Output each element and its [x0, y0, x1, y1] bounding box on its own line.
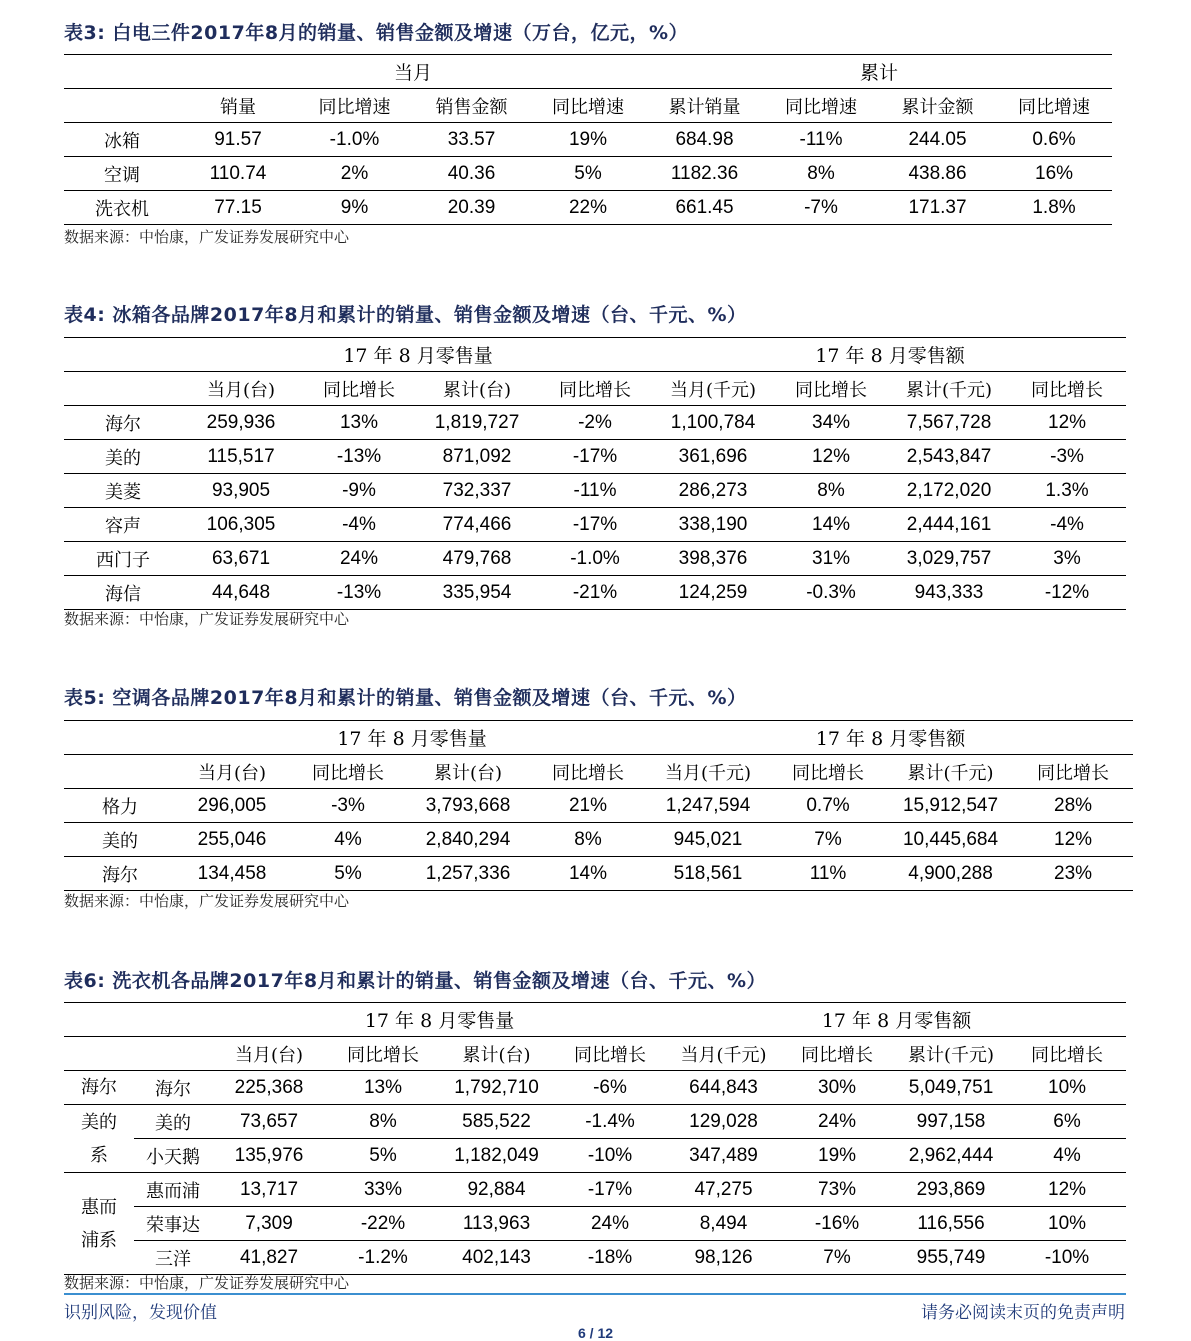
table6-corner-a	[64, 1003, 134, 1037]
table6-group-label-line: 美的	[81, 1111, 117, 1133]
table4-corner	[64, 338, 182, 372]
table5-cell: 8%	[528, 823, 648, 857]
table4-cell: 259,936	[182, 406, 300, 440]
table6-cell: -16%	[780, 1207, 894, 1241]
table6-header: 同比增长	[553, 1037, 667, 1071]
table6-cell: -22%	[326, 1207, 440, 1241]
table4-cell: 7,567,728	[890, 406, 1008, 440]
table4-header: 累计(千元)	[890, 372, 1008, 406]
table5-cell: 2,840,294	[408, 823, 528, 857]
table4-cell: 2,172,020	[890, 474, 1008, 508]
table3-cell: 33.57	[413, 123, 530, 157]
table3-header: 累计销量	[646, 89, 763, 123]
table3-cell: 0.6%	[996, 123, 1112, 157]
table3-row	[64, 157, 1112, 191]
table6-cell: 129,028	[667, 1105, 780, 1139]
table6-cell: 5,049,751	[894, 1071, 1008, 1105]
table3-cell: 1.8%	[996, 191, 1112, 225]
table5-source: 数据来源：中怡康，广发证券发展研究中心	[64, 892, 350, 910]
table5-cell: 4,900,288	[888, 857, 1013, 891]
table6-cell: 10%	[1008, 1207, 1126, 1241]
table6-source: 数据来源：中怡康，广发证券发展研究中心	[64, 1274, 350, 1292]
table6-cell: 113,963	[440, 1207, 553, 1241]
table6-row	[64, 1105, 1126, 1139]
table4-row	[64, 406, 1126, 440]
table6-cell: 225,368	[212, 1071, 326, 1105]
table3-header: 同比增速	[996, 89, 1112, 123]
table4-header: 同比增长	[1008, 372, 1126, 406]
table4-row-label: 海信	[64, 576, 182, 610]
table6-cell: 6%	[1008, 1105, 1126, 1139]
table6-cell: 955,749	[894, 1241, 1008, 1275]
table4-cell: -17%	[536, 440, 654, 474]
table3-corner	[64, 55, 180, 89]
table5-header: 同比增长	[1013, 755, 1133, 789]
page-number: 6 / 12	[577, 1325, 614, 1341]
table4	[64, 337, 1126, 610]
table6-cell: 4%	[1008, 1139, 1126, 1173]
table4-cell: 1,819,727	[418, 406, 536, 440]
table3	[64, 54, 1112, 225]
table6-cell: 997,158	[894, 1105, 1008, 1139]
table5-caption: 表5: 空调各品牌2017年8月和累计的销量、销售金额及增速（台、千元、%）	[64, 687, 747, 709]
table4-cell: 2,444,161	[890, 508, 1008, 542]
table4-header: 同比增长	[772, 372, 890, 406]
table6-cell: 30%	[780, 1071, 894, 1105]
table4-header: 同比增长	[300, 372, 418, 406]
table3-cell: 661.45	[646, 191, 763, 225]
table3-row	[64, 123, 1112, 157]
table3-row	[64, 191, 1112, 225]
table5-row-label: 格力	[64, 789, 176, 823]
table5-cell: 28%	[1013, 789, 1133, 823]
table5-cell: 23%	[1013, 857, 1133, 891]
table4-row-label: 容声	[64, 508, 182, 542]
table3-cell: 40.36	[413, 157, 530, 191]
table5-cell: 21%	[528, 789, 648, 823]
table4-cell: 44,648	[182, 576, 300, 610]
table3-group-monthly: 当月	[180, 55, 646, 89]
table4-cell: -4%	[1008, 508, 1126, 542]
table3-cell: 8%	[763, 157, 879, 191]
table6-cell: 73,657	[212, 1105, 326, 1139]
table5	[64, 720, 1133, 891]
table3-header: 销售金额	[413, 89, 530, 123]
table3-cell: 2%	[296, 157, 413, 191]
table6-group-volume: 17 年 8 月零售量	[212, 1003, 667, 1037]
table6-corner-b	[134, 1003, 212, 1037]
table4-cell: 732,337	[418, 474, 536, 508]
table3-cell: 5%	[530, 157, 646, 191]
table4-row	[64, 576, 1126, 610]
table6-row-label: 小天鹅	[134, 1139, 212, 1173]
table5-cell: 4%	[288, 823, 408, 857]
table4-cell: 479,768	[418, 542, 536, 576]
table3-caption: 表3: 白电三件2017年8月的销量、销售金额及增速（万台，亿元，%）	[64, 22, 689, 44]
table6-row-label: 三洋	[134, 1241, 212, 1275]
table4-cell: 34%	[772, 406, 890, 440]
table4-cell: 338,190	[654, 508, 772, 542]
table3-group-cumulative: 累计	[646, 55, 1112, 89]
table5-row	[64, 823, 1133, 857]
table5-cell: 1,247,594	[648, 789, 768, 823]
table4-cell: 124,259	[654, 576, 772, 610]
table6-group-label	[64, 1105, 134, 1173]
footer-slogan: 识别风险，发现价值	[64, 1303, 217, 1323]
table3-header-corner	[64, 89, 180, 123]
table6-cell: 19%	[780, 1139, 894, 1173]
table5-cell: 14%	[528, 857, 648, 891]
table4-header-corner	[64, 372, 182, 406]
table5-cell: 1,257,336	[408, 857, 528, 891]
table6	[64, 1002, 1126, 1275]
table6-caption: 表6: 洗衣机各品牌2017年8月和累计的销量、销售金额及增速（台、千元、%）	[64, 970, 767, 992]
table4-group-sales: 17 年 8 月零售额	[654, 338, 1126, 372]
table3-cell: 19%	[530, 123, 646, 157]
table4-cell: 14%	[772, 508, 890, 542]
table4-row-label: 美菱	[64, 474, 182, 508]
table4-cell: -1.0%	[536, 542, 654, 576]
table3-cell: 171.37	[879, 191, 996, 225]
table4-cell: 93,905	[182, 474, 300, 508]
table6-cell: 7%	[780, 1241, 894, 1275]
table3-cell: 110.74	[180, 157, 296, 191]
table4-row	[64, 440, 1126, 474]
table6-cell: 402,143	[440, 1241, 553, 1275]
table5-header: 同比增长	[528, 755, 648, 789]
table3-cell: 20.39	[413, 191, 530, 225]
table4-cell: -12%	[1008, 576, 1126, 610]
table6-group-label	[64, 1173, 134, 1275]
table6-cell: 73%	[780, 1173, 894, 1207]
table5-header: 当月(千元)	[648, 755, 768, 789]
table3-cell: 91.57	[180, 123, 296, 157]
table3-cell: 1182.36	[646, 157, 763, 191]
table4-cell: -13%	[300, 440, 418, 474]
table6-cell: 41,827	[212, 1241, 326, 1275]
table6-group-label-line: 海尔	[81, 1077, 117, 1098]
table6-cell: -17%	[553, 1173, 667, 1207]
table5-header: 当月(台)	[176, 755, 288, 789]
table6-row-label: 荣事达	[134, 1207, 212, 1241]
table4-cell: 12%	[1008, 406, 1126, 440]
table4-cell: 335,954	[418, 576, 536, 610]
table6-cell: -1.2%	[326, 1241, 440, 1275]
table4-group-volume: 17 年 8 月零售量	[182, 338, 654, 372]
table3-cell: 16%	[996, 157, 1112, 191]
table3-header: 同比增速	[296, 89, 413, 123]
table6-group-label	[64, 1071, 134, 1105]
table6-group-label-line: 浦系	[81, 1229, 117, 1251]
table6-cell: -10%	[1008, 1241, 1126, 1275]
table6-row-label: 美的	[134, 1105, 212, 1139]
table6-cell: 98,126	[667, 1241, 780, 1275]
table5-cell: -3%	[288, 789, 408, 823]
table4-row	[64, 542, 1126, 576]
table6-row	[64, 1173, 1126, 1207]
table6-cell: 33%	[326, 1173, 440, 1207]
table6-group-label-line: 系	[90, 1144, 108, 1166]
table6-header: 当月(台)	[212, 1037, 326, 1071]
table4-header: 当月(台)	[182, 372, 300, 406]
table6-row	[64, 1241, 1126, 1275]
table4-cell: 31%	[772, 542, 890, 576]
table4-cell: 2,543,847	[890, 440, 1008, 474]
table5-header: 同比增长	[768, 755, 888, 789]
footer-divider	[64, 1293, 1126, 1295]
footer-disclaimer-link[interactable]: 请务必阅读末页的免责声明	[921, 1303, 1125, 1323]
table4-cell: 3%	[1008, 542, 1126, 576]
table6-cell: 10%	[1008, 1071, 1126, 1105]
table5-row-label: 美的	[64, 823, 176, 857]
table6-header: 同比增长	[1008, 1037, 1126, 1071]
table6-group-label-line: 惠而	[81, 1196, 117, 1218]
table4-header: 同比增长	[536, 372, 654, 406]
table5-row	[64, 857, 1133, 891]
table4-cell: 361,696	[654, 440, 772, 474]
table4-cell: -9%	[300, 474, 418, 508]
table6-cell: 135,976	[212, 1139, 326, 1173]
table5-cell: 12%	[1013, 823, 1133, 857]
table6-row	[64, 1207, 1126, 1241]
table6-cell: 8,494	[667, 1207, 780, 1241]
table3-row-label: 冰箱	[64, 123, 180, 157]
table4-cell: 3,029,757	[890, 542, 1008, 576]
table6-cell: 1,182,049	[440, 1139, 553, 1173]
table5-cell: 7%	[768, 823, 888, 857]
table6-cell: 13,717	[212, 1173, 326, 1207]
table6-cell: -10%	[553, 1139, 667, 1173]
table4-row-label: 西门子	[64, 542, 182, 576]
table6-row	[64, 1071, 1126, 1105]
table6-cell: 47,275	[667, 1173, 780, 1207]
table6-cell: 24%	[553, 1207, 667, 1241]
table4-cell: -21%	[536, 576, 654, 610]
table4-cell: 1.3%	[1008, 474, 1126, 508]
table4-cell: -4%	[300, 508, 418, 542]
table4-row	[64, 474, 1126, 508]
table3-cell: 77.15	[180, 191, 296, 225]
table6-cell: -1.4%	[553, 1105, 667, 1139]
table4-cell: 63,671	[182, 542, 300, 576]
table4-cell: 286,273	[654, 474, 772, 508]
table4-cell: -13%	[300, 576, 418, 610]
table6-cell: 7,309	[212, 1207, 326, 1241]
table5-cell: 255,046	[176, 823, 288, 857]
table4-row	[64, 508, 1126, 542]
table6-cell: -6%	[553, 1071, 667, 1105]
table3-row-label: 空调	[64, 157, 180, 191]
table4-cell: 8%	[772, 474, 890, 508]
table5-cell: 10,445,684	[888, 823, 1013, 857]
table4-cell: 115,517	[182, 440, 300, 474]
table3-header: 同比增速	[763, 89, 879, 123]
table5-group-volume: 17 年 8 月零售量	[176, 721, 648, 755]
table4-cell: -11%	[536, 474, 654, 508]
table4-cell: 943,333	[890, 576, 1008, 610]
table4-row-label: 海尔	[64, 406, 182, 440]
table6-cell: 92,884	[440, 1173, 553, 1207]
table5-cell: 0.7%	[768, 789, 888, 823]
table5-corner	[64, 721, 176, 755]
table4-source: 数据来源：中怡康，广发证券发展研究中心	[64, 610, 350, 628]
table4-cell: 12%	[772, 440, 890, 474]
table6-cell: 5%	[326, 1139, 440, 1173]
table4-header: 累计(台)	[418, 372, 536, 406]
table6-cell: 13%	[326, 1071, 440, 1105]
table6-cell: 12%	[1008, 1173, 1126, 1207]
table5-cell: 296,005	[176, 789, 288, 823]
table5-cell: 3,793,668	[408, 789, 528, 823]
table6-row-label: 惠而浦	[134, 1173, 212, 1207]
table6-cell: 644,843	[667, 1071, 780, 1105]
table3-header: 同比增速	[530, 89, 646, 123]
table4-cell: 24%	[300, 542, 418, 576]
table3-cell: -1.0%	[296, 123, 413, 157]
table4-cell: 774,466	[418, 508, 536, 542]
table5-cell: 5%	[288, 857, 408, 891]
table5-row	[64, 789, 1133, 823]
table4-cell: -3%	[1008, 440, 1126, 474]
table6-row	[64, 1139, 1126, 1173]
table3-header: 销量	[180, 89, 296, 123]
table6-cell: 2,962,444	[894, 1139, 1008, 1173]
table6-cell: 585,522	[440, 1105, 553, 1139]
table5-header: 累计(台)	[408, 755, 528, 789]
table6-cell: -18%	[553, 1241, 667, 1275]
table5-header: 累计(千元)	[888, 755, 1013, 789]
table4-cell: -0.3%	[772, 576, 890, 610]
table6-header: 同比增长	[780, 1037, 894, 1071]
table4-cell: 1,100,784	[654, 406, 772, 440]
table6-cell: 293,869	[894, 1173, 1008, 1207]
table6-cell: 1,792,710	[440, 1071, 553, 1105]
table3-header: 累计金额	[879, 89, 996, 123]
table3-cell: -11%	[763, 123, 879, 157]
table3-cell: 22%	[530, 191, 646, 225]
table6-cell: 116,556	[894, 1207, 1008, 1241]
table4-cell: -2%	[536, 406, 654, 440]
table6-header: 当月(千元)	[667, 1037, 780, 1071]
table6-cell: 347,489	[667, 1139, 780, 1173]
table4-cell: -17%	[536, 508, 654, 542]
table6-header: 累计(台)	[440, 1037, 553, 1071]
table6-cell: 8%	[326, 1105, 440, 1139]
table5-cell: 15,912,547	[888, 789, 1013, 823]
table6-header-corner-a	[64, 1037, 134, 1071]
table3-row-label: 洗衣机	[64, 191, 180, 225]
table5-cell: 518,561	[648, 857, 768, 891]
table5-header: 同比增长	[288, 755, 408, 789]
table5-cell: 134,458	[176, 857, 288, 891]
table4-cell: 106,305	[182, 508, 300, 542]
table5-cell: 11%	[768, 857, 888, 891]
table3-cell: 9%	[296, 191, 413, 225]
table4-header: 当月(千元)	[654, 372, 772, 406]
table4-caption: 表4: 冰箱各品牌2017年8月和累计的销量、销售金额及增速（台、千元、%）	[64, 304, 747, 326]
table5-header-corner	[64, 755, 176, 789]
table6-header: 累计(千元)	[894, 1037, 1008, 1071]
table6-header: 同比增长	[326, 1037, 440, 1071]
table4-cell: 871,092	[418, 440, 536, 474]
table3-cell: 438.86	[879, 157, 996, 191]
table6-cell: 24%	[780, 1105, 894, 1139]
table5-group-sales: 17 年 8 月零售额	[648, 721, 1133, 755]
table3-source: 数据来源：中怡康，广发证券发展研究中心	[64, 228, 350, 246]
table5-cell: 945,021	[648, 823, 768, 857]
table6-header-corner-b	[134, 1037, 212, 1071]
table4-cell: 398,376	[654, 542, 772, 576]
table3-cell: 684.98	[646, 123, 763, 157]
table4-row-label: 美的	[64, 440, 182, 474]
table4-cell: 13%	[300, 406, 418, 440]
table6-row-label: 海尔	[134, 1071, 212, 1105]
table6-group-sales: 17 年 8 月零售额	[667, 1003, 1126, 1037]
table3-cell: 244.05	[879, 123, 996, 157]
table3-cell: -7%	[763, 191, 879, 225]
table5-row-label: 海尔	[64, 857, 176, 891]
